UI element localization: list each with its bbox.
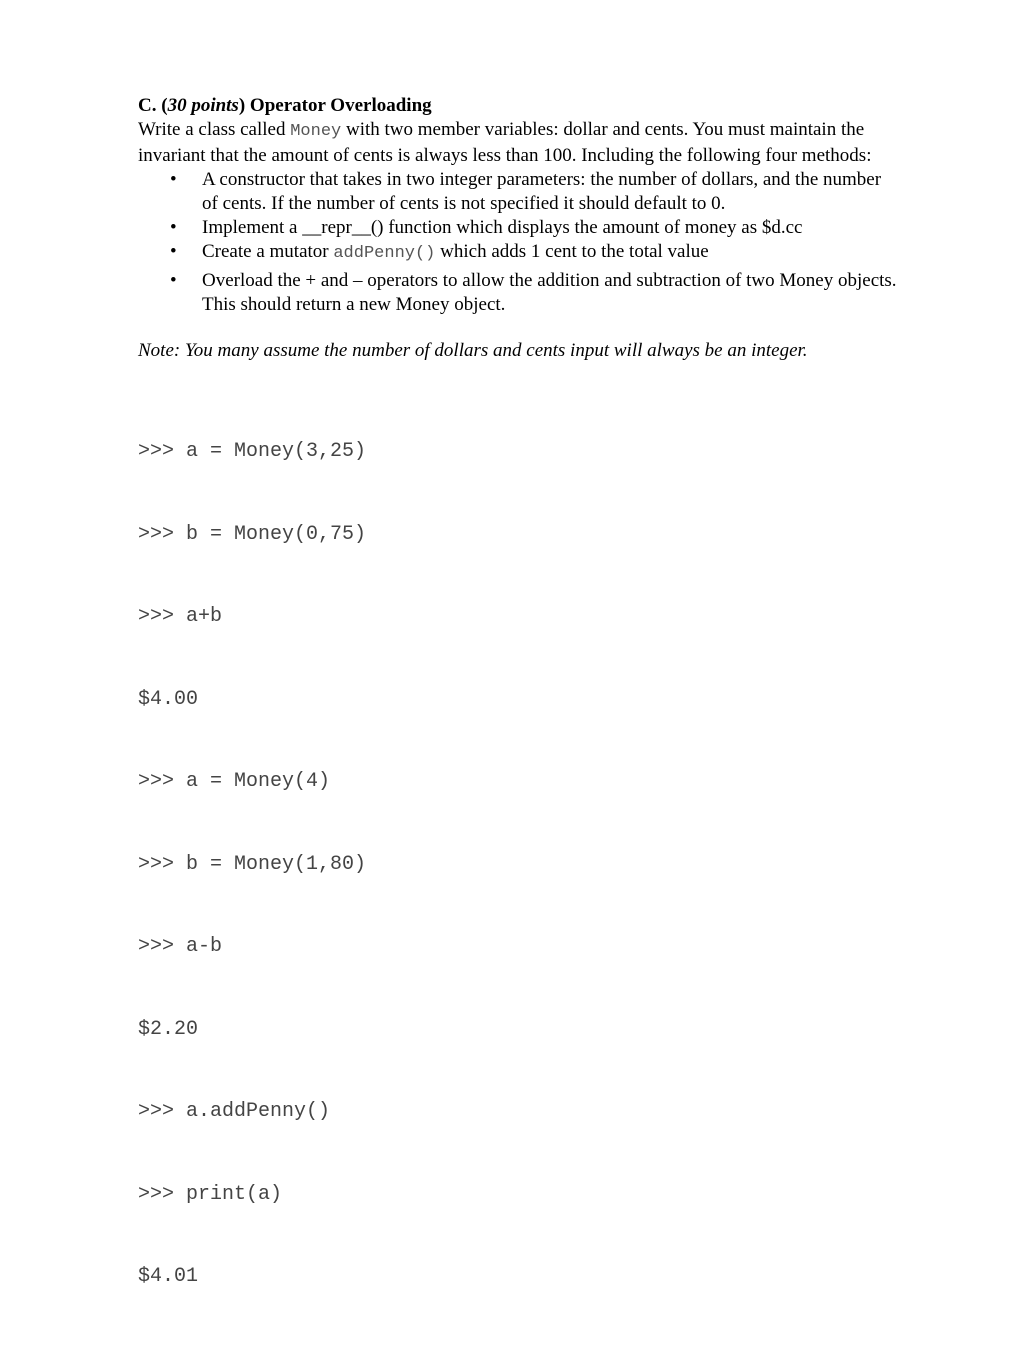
intro-part2: with two member variables: dollar and cents. You must maintain the invariant that the amount of cents is always less than 100. Including the following four methods:	[138, 119, 872, 166]
code-line: >>> print(a)	[138, 1182, 283, 1206]
question-heading	[138, 94, 898, 118]
intro-class-name: Money	[290, 122, 342, 141]
bullet-dot: •	[170, 241, 177, 262]
list-item-repr	[138, 216, 898, 240]
list-item-constructor	[138, 168, 898, 216]
bullet-text-pre: Create a mutator	[202, 241, 334, 262]
list-item-mutator	[138, 240, 898, 266]
list-item-operators	[138, 269, 898, 317]
bullet-code: addPenny()	[333, 244, 436, 263]
code-line: >>> a.addPenny()	[138, 1100, 331, 1123]
intro-part1: Write a class called	[138, 119, 291, 140]
bullet-dot: •	[170, 217, 177, 238]
bullet-text-post: which adds 1 cent to the total value	[435, 241, 709, 262]
bullet-text: Overload the + and – operators to allow the addition and subtraction of two Money objects. This should return a new Money object.	[202, 270, 897, 315]
heading-prefix: C. (	[138, 95, 168, 116]
note-paragraph: Note: You many assume the number of dollars and cents input will always be an integer.	[138, 340, 808, 361]
code-line: $2.20	[138, 1017, 199, 1041]
bullet-dot: •	[170, 169, 177, 190]
question-content	[138, 94, 898, 1346]
code-line: >>> b = Money(0,75)	[138, 522, 367, 546]
heading-title: ) Operator Overloading	[238, 95, 432, 116]
method-list	[138, 168, 898, 317]
bullet-text: A constructor that takes in two integer parameters: the number of dollars, and the number of cents. If the number of cents is not specified it should default to 0.	[202, 169, 882, 214]
bullet-dot: •	[170, 270, 177, 291]
code-line: $4.00	[138, 687, 199, 711]
intro-paragraph	[138, 118, 898, 168]
code-line: >>> a-b	[138, 935, 223, 958]
bullet-text: Implement a __repr__() function which displays the amount of money as $d.cc	[202, 217, 803, 238]
code-line: >>> b = Money(1,80)	[138, 852, 367, 876]
code-line: >>> a+b	[138, 605, 223, 628]
code-line: >>> a = Money(3,25)	[138, 440, 367, 463]
heading-points: 30 points	[167, 95, 239, 116]
code-example	[138, 383, 898, 1346]
code-line: >>> a = Money(4)	[138, 770, 331, 793]
code-line: $4.01	[138, 1265, 199, 1288]
